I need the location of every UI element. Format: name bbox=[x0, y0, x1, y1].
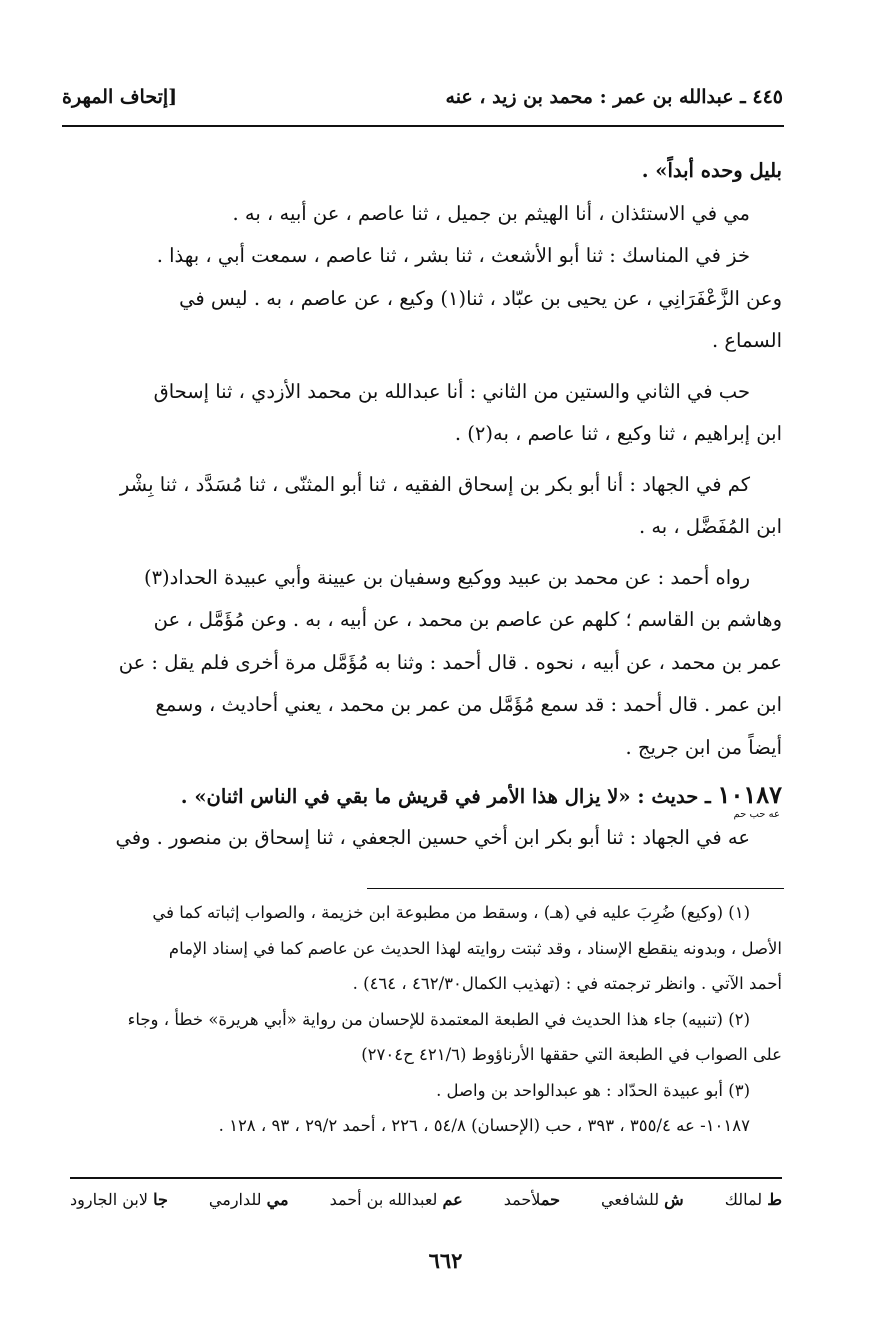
footnote-rule bbox=[367, 888, 784, 889]
text-line: مي في الاستئذان ، أنا الهيثم بن جميل ، ثنا عاصم ، عن أبيه ، به . bbox=[232, 201, 750, 225]
footnote-line: الأصل ، وبدونه ينقطع الإسناد ، وقد ثبتت روايته لهذا الحديث عن عاصم كما في إسناد الإمام bbox=[168, 938, 782, 958]
legend-item: ط لمالك bbox=[724, 1190, 782, 1209]
hadith-heading bbox=[70, 777, 782, 820]
text-line: بليل وحده أبداً» . bbox=[641, 159, 782, 182]
hadith-text: ـ حديث : «لا يزال هذا الأمر في قريش ما بقي في الناس اثنان» . bbox=[180, 785, 718, 808]
text-line: عمر بن محمد ، عن أبيه ، نحوه . قال أحمد : وثنا به مُؤَمَّل مرة أخرى فلم يقل : عن bbox=[118, 650, 782, 674]
text-line: ابن المُفَضَّل ، به . bbox=[638, 515, 782, 538]
footnote-line: أحمد الآتي . وانظر ترجمته في : (تهذيب الكمال٤٦٢/٣٠ ، ٤٦٤) . bbox=[352, 974, 782, 993]
text-line: وهاشم بن القاسم ؛ كلهم عن عاصم بن محمد ، عن أبيه ، به . وعن مُؤَمَّل ، عن bbox=[153, 608, 782, 631]
hadith-number: ١٠١٨٧ bbox=[717, 780, 782, 809]
text-line: رواه أحمد : عن محمد بن عبيد ووكيع وسفيان بن عيينة وأبي عبيدة الحداد(٣) bbox=[143, 565, 750, 589]
page-number: ٦٦٢ bbox=[428, 1248, 463, 1273]
footnote-line: على الصواب في الطبعة التي حققها الأرناؤوط (٤٢١/٦ ح٢٧٠٤) bbox=[361, 1045, 782, 1064]
book-title: [إتحاف المهرة bbox=[62, 86, 178, 108]
footnote-line: (١) (وكيع) ضُرِبَ عليه في (هـ) ، وسقط من مطبوعة ابن خزيمة ، والصواب إثباته كما في bbox=[152, 903, 750, 922]
text-line: كم في الجهاد : أنا أبو بكر بن إسحاق الفقيه ، ثنا أبو المثنّى ، ثنا مُسَدَّد ، ثنا بِشْر bbox=[119, 472, 750, 496]
text-line: حب في الثاني والستين من الثاني : أنا عبدالله بن محمد الأزدي ، ثنا إسحاق bbox=[153, 379, 750, 403]
abbreviation-legend bbox=[70, 1190, 782, 1220]
legend-item: مي للدارمي bbox=[208, 1190, 289, 1209]
text-line: ابن إبراهيم ، ثنا وكيع ، ثنا عاصم ، به(٢) . bbox=[454, 422, 782, 445]
footnote-line: (٣) أبو عبيدة الحدّاد : هو عبدالواحد بن واصل . bbox=[436, 1080, 750, 1100]
footnote-line: (٢) (تنبيه) جاء هذا الحديث في الطبعة المعتمدة للإحسان من رواية «أبي هريرة» خطأ ، وجاء bbox=[127, 1009, 750, 1029]
text-line: خز في المناسك : ثنا أبو الأشعث ، ثنا بشر ، ثنا عاصم ، سمعت أبي ، بهذا . bbox=[156, 244, 750, 267]
text-line: ابن عمر . قال أحمد : قد سمع مُؤَمَّل من عمر بن محمد ، يعني أحاديث ، وسمع bbox=[155, 693, 782, 716]
text-line: أيضاً من ابن جريج . bbox=[625, 735, 782, 759]
legend-item: حملأحمد bbox=[503, 1190, 560, 1209]
legend-item: جا لابن الجارود bbox=[70, 1190, 168, 1209]
chapter-title: ٤٤٥ ـ عبدالله بن عمر : محمد بن زيد ، عنه bbox=[445, 86, 783, 108]
text-line: عه في الجهاد : ثنا أبو بكر ابن أخي حسين الجعفي ، ثنا إسحاق بن منصور . وفي bbox=[115, 826, 750, 849]
header-rule bbox=[62, 125, 784, 127]
main-text bbox=[70, 150, 782, 860]
legend-item: عم لعبدالله بن أحمد bbox=[329, 1190, 463, 1209]
source-codes: عه حب حم bbox=[733, 809, 780, 820]
footnote-line: ١٠١٨٧- عه ٣٥٥/٤ ، ٣٩٣ ، حب (الإحسان) ٥٤/٨ ، ٢٢٦ ، أحمد ٢٩/٢ ، ٩٣ ، ١٢٨ . bbox=[218, 1116, 750, 1135]
legend-rule bbox=[70, 1177, 782, 1179]
text-line: السماع . bbox=[711, 329, 782, 352]
legend-item: ش للشافعي bbox=[601, 1190, 684, 1209]
footnotes bbox=[70, 895, 782, 1144]
running-header bbox=[62, 82, 783, 116]
text-line: وعن الزَّعْفَرَانِي ، عن يحيى بن عبّاد ، ثنا(١) وكيع ، عن عاصم ، به . ليس في bbox=[179, 286, 782, 310]
